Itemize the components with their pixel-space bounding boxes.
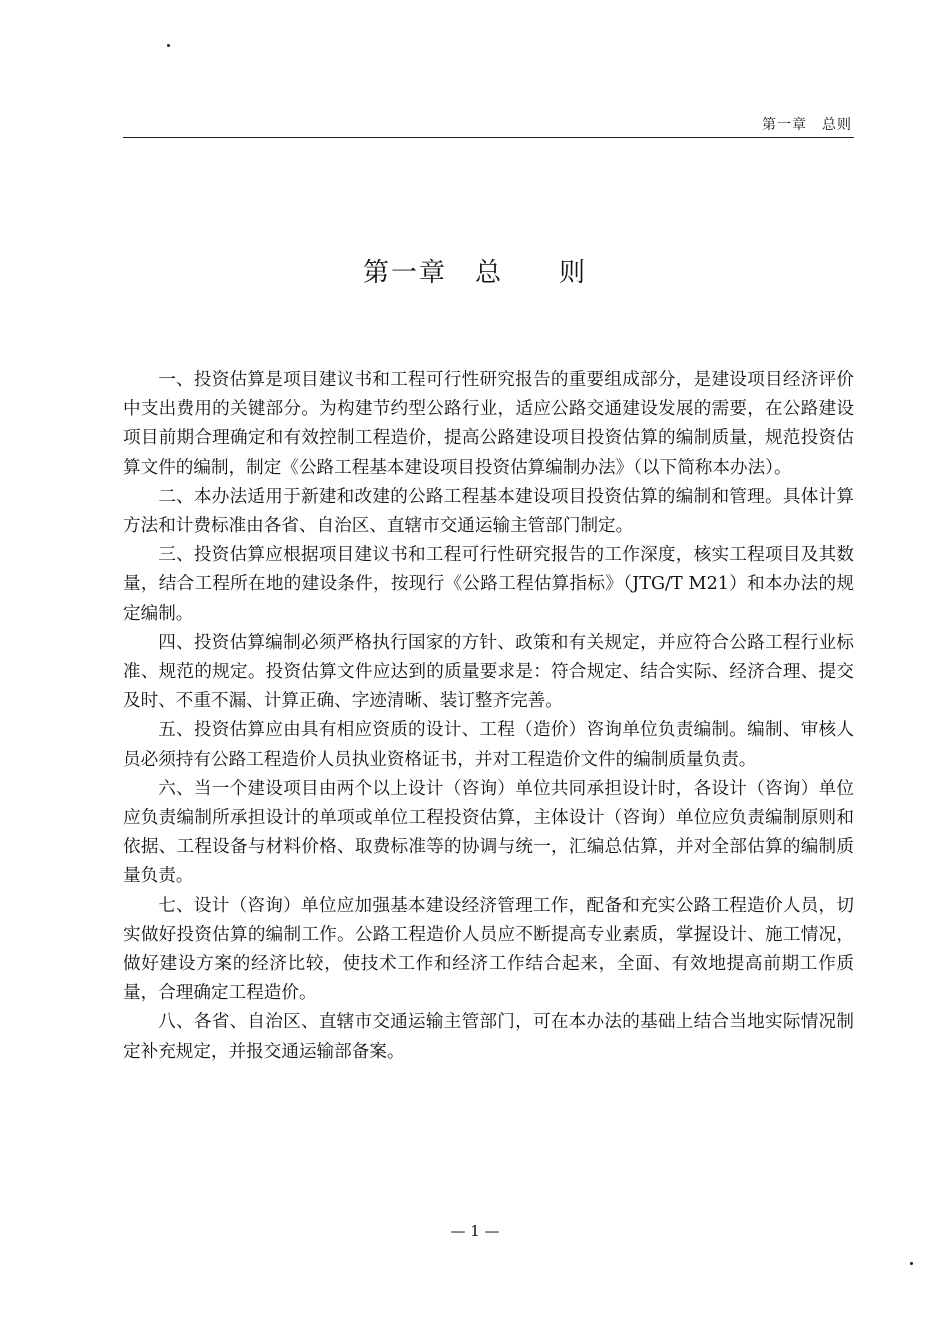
paragraph-6: 六、当一个建设项目由两个以上设计（咨询）单位共同承担设计时，各设计（咨询）单位应负责编制所承担设计的单项或单位工程投资估算，主体设计（咨询）单位应负责编制原则和依据、工程设备与材料价格、取费标准等的协调与统一，汇编总估算，并对全部估算的编制质量负责。 <box>123 778 854 887</box>
paragraph-8: 八、各省、自治区、直辖市交通运输主管部门，可在本办法的基础上结合当地实际情况制定补充规定，并报交通运输部备案。 <box>123 1012 854 1062</box>
chapter-body <box>123 366 854 1067</box>
paragraph-2: 二、本办法适用于新建和改建的公路工程基本建设项目投资估算的编制和管理。具体计算方法和计费标准由各省、自治区、直辖市交通运输主管部门制定。 <box>123 486 854 537</box>
paragraph-7: 七、设计（咨询）单位应加强基本建设经济管理工作，配备和充实公路工程造价人员，切实做好投资估算的编制工作。公路工程造价人员应不断提高专业素质，掌握设计、施工情况，做好建设方案的经济比较，使技术工作和经济工作结合起来，全面、有效地提高前期工作质量，合理确定工程造价。 <box>123 895 854 1004</box>
page-number: — 1 — <box>450 1222 500 1240</box>
scan-speck <box>910 1262 913 1265</box>
paragraph-3: 三、投资估算应根据项目建议书和工程可行性研究报告的工作深度，核实工程项目及其数量，结合工程所在地的建设条件，按现行《公路工程估算指标》（JTG/T M21）和本办法的规定编制。 <box>123 545 854 624</box>
header-rule <box>123 137 854 138</box>
scan-speck <box>167 44 170 47</box>
paragraph-4: 四、投资估算编制必须严格执行国家的方针、政策和有关规定，并应符合公路工程行业标准、规范的规定。投资估算文件应达到的质量要求是：符合规定、结合实际、经济合理、提交及时、不重不漏、计算正确、字迹清晰、装订整齐完善。 <box>123 632 854 712</box>
running-header: 第一章 总则 <box>762 117 852 133</box>
chapter-title: 第一章 总 则 <box>362 258 587 288</box>
paragraph-1: 一、投资估算是项目建议书和工程可行性研究报告的重要组成部分，是建设项目经济评价中支出费用的关键部分。为构建节约型公路行业，适应公路交通建设发展的需要，在公路建设项目前期合理确定和有效控制工程造价，提高公路建设项目投资估算的编制质量，规范投资估算文件的编制，制定《公路工程基本建设项目投资估算编制办法》（以下简称本办法）。 <box>123 370 854 478</box>
paragraph-5: 五、投资估算应由具有相应资质的设计、工程（造价）咨询单位负责编制。编制、审核人员必须持有公路工程造价人员执业资格证书，并对工程造价文件的编制质量负责。 <box>123 720 854 770</box>
